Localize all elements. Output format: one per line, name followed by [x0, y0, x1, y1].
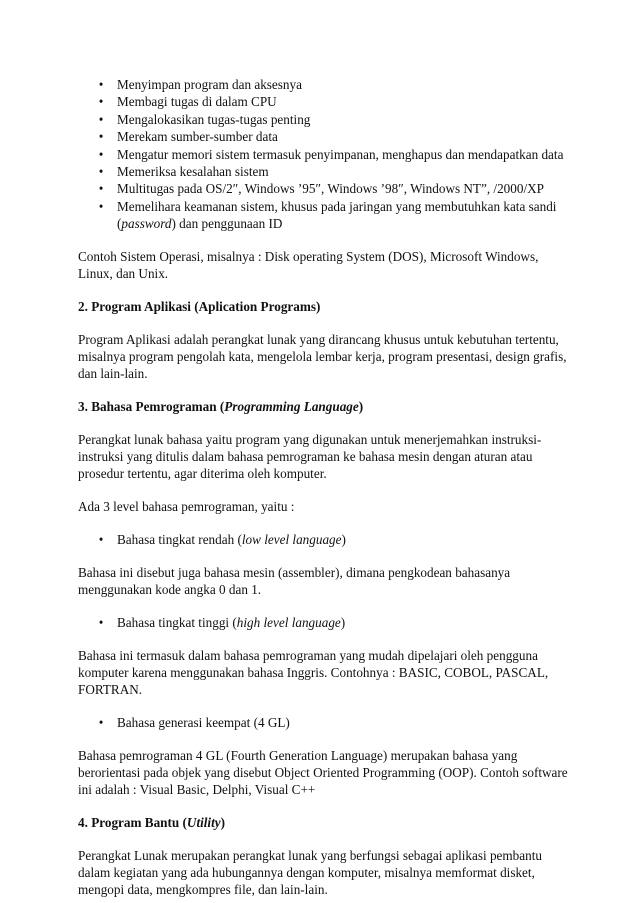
- level-2-list: [78, 614, 568, 631]
- bullet-icon: •: [98, 77, 104, 92]
- section-3-heading: 3. Bahasa Pemrograman (Programming Language): [78, 399, 364, 415]
- list-item: • Memelihara keamanan sistem, khusus pada jaringan yang membutuhkan kata sandi (password) dan penggunaan ID: [78, 198, 568, 232]
- list-item: • Menyimpan program dan aksesnya: [78, 76, 568, 93]
- bullet-icon: •: [98, 146, 104, 162]
- section-2-heading: 2. Program Aplikasi (Aplication Programs): [78, 299, 321, 315]
- list-item: • Membagi tugas di dalam CPU: [78, 93, 568, 110]
- bullet-icon: •: [98, 615, 104, 631]
- section-3-body: Perangkat lunak bahasa yaitu program yang digunakan untuk menerjemahkan instruksi-instruksi yang ditulis dalam bahasa pemrograman ke bahasa mesin dengan aturan atau prosedur tertentu, agar diterima oleh komputer.: [78, 432, 542, 482]
- bullet-icon: •: [98, 198, 104, 214]
- section-4-body: Perangkat Lunak merupakan perangkat lunak yang berfungsi sebagai aplikasi pembantu dalam kegiatan yang ada hubungannya dengan komputer, misalnya memformat disket, mengopi data, mengkompres file, dan lain-lain.: [78, 848, 542, 898]
- bullet-icon: •: [98, 163, 104, 179]
- bullet-icon: •: [98, 111, 104, 127]
- level-3-list: [78, 714, 568, 731]
- list-item: • Multitugas pada OS/2″, Windows ’95″, Windows ’98″, Windows NT”, /2000/XP: [78, 180, 568, 197]
- list-item: • Merekam sumber-sumber data: [78, 128, 568, 145]
- document-body: [78, 76, 568, 898]
- os-function-list: [78, 76, 568, 232]
- section-2-body: Program Aplikasi adalah perangkat lunak yang dirancang khusus untuk kebutuhan tertentu, misalnya program pengolah kata, mengelola lembar kerja, program presentasi, design grafis, dan lain-lain.: [78, 332, 567, 382]
- list-item: • Bahasa tingkat tinggi (high level language): [78, 614, 568, 631]
- level-3-body: Bahasa pemrograman 4 GL (Fourth Generation Language) merupakan bahasa yang berorientasi pada objek yang disebut Object Oriented Programming (OOP). Contoh software ini adalah : Visual Basic, Delphi, Visual C++: [78, 748, 568, 798]
- list-item: • Mengalokasikan tugas-tugas penting: [78, 111, 568, 128]
- list-item: • Bahasa tingkat rendah (low level language): [78, 531, 568, 548]
- list-item: • Mengatur memori sistem termasuk penyimpanan, menghapus dan mendapatkan data: [78, 146, 568, 163]
- bullet-icon: •: [98, 532, 104, 548]
- level-1-body: Bahasa ini disebut juga bahasa mesin (assembler), dimana pengkodean bahasanya menggunakan kode angka 0 dan 1.: [78, 565, 511, 598]
- os-examples-paragraph: Contoh Sistem Operasi, misalnya : Disk operating System (DOS), Microsoft Windows, Linux, dan Unix.: [78, 249, 539, 282]
- bullet-icon: •: [98, 94, 104, 110]
- list-item: • Memeriksa kesalahan sistem: [78, 163, 568, 180]
- list-item: • Bahasa generasi keempat (4 GL): [78, 714, 568, 731]
- level-1-list: [78, 531, 568, 548]
- level-2-body: Bahasa ini termasuk dalam bahasa pemrograman yang mudah dipelajari oleh pengguna komputer karena menggunakan bahasa Inggris. Contohnya : BASIC, COBOL, PASCAL, FORTRAN.: [78, 648, 549, 698]
- bullet-icon: •: [98, 129, 104, 145]
- section-4-heading: 4. Program Bantu (Utility): [78, 815, 226, 831]
- levels-intro: Ada 3 level bahasa pemrograman, yaitu :: [78, 499, 295, 515]
- bullet-icon: •: [98, 715, 104, 731]
- bullet-icon: •: [98, 181, 104, 197]
